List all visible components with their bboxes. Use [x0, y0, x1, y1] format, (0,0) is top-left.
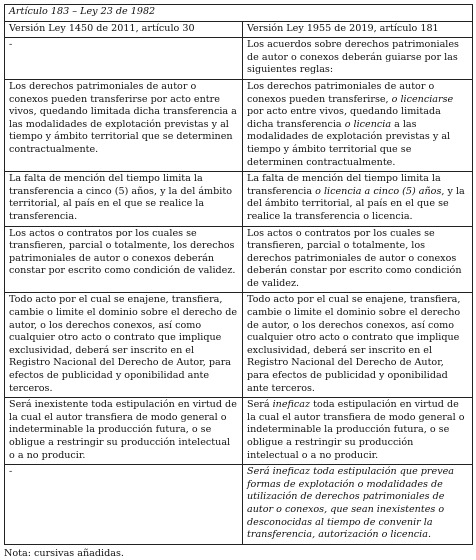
cell-left: La falta de mención del tiempo limita la transferencia a cinco (5) años, y la del ámbito territorial, al país en el que se realice la transferencia. — [5, 172, 243, 226]
table-row — [5, 79, 473, 171]
cell-right: Los acuerdos sobre derechos patrimoniales de autor o conexos deberán guiarse por las siguientes reglas: — [243, 38, 473, 80]
italic-added-text: ineficaz — [272, 399, 311, 411]
cell-right: Los actos o contratos por los cuales se transfieren, parcial o totalmente, los derechos patrimoniales de autor o conexos deberán constar por escrito como condición de validez. — [243, 226, 473, 293]
cell-left: Todo acto por el cual se enajene, transfiera, cambie o limite el dominio sobre el derecho de autor, o los derechos conexos, así como cualquier otro acto o contrato que implique exclusividad, deberá ser inscrito en el Registro Nacional del Derecho de Autor, para efectos de publicidad y oponibilidad ante terceros. — [5, 293, 243, 398]
cell-left: Los actos o contratos por los cuales se transfieren, parcial o totalmente, los derechos patrimoniales de autor o conexos deberán constar por escrito como condición de validez. — [5, 226, 243, 293]
table-row — [5, 172, 473, 226]
cell-right — [243, 465, 473, 545]
cell-left: - — [5, 465, 243, 545]
table-row — [5, 226, 473, 293]
italic-added-text: o licencia a cinco (5) años — [315, 185, 442, 197]
column-header-left: Versión Ley 1450 de 2011, artículo 30 — [5, 21, 243, 38]
cell-right: La falta de mención del tiempo limita la transferencia o licencia a cinco (5) años, y la del ámbito territorial, al país en el que se realice la transferencia o licencia. — [243, 172, 473, 226]
cell-left: Los derechos patrimoniales de autor o conexos pueden transferirse por acto entre vivos, quedando limitada dicha transferencia a las modalidades de explotación previstas y al tiempo y ámbito territorial que se determinen contractualmente. — [5, 79, 243, 171]
cell-right: Será ineficaz toda estipulación en virtud de la cual el autor transfiera de modo general o indeterminable la producción futura, o se obligue a restringir su producción intelectual o a no producir. — [243, 398, 473, 465]
italic-added-text: o licencia — [344, 118, 392, 130]
table-row — [5, 38, 473, 80]
cell-left: - — [5, 38, 243, 80]
cell-right: Los derechos patrimoniales de autor o conexos pueden transferirse, o licenciarse por acto entre vivos, quedando limitada dicha transferencia o licencia a las modalidades de explotación previstas y al tiempo y ámbito territorial que se determinen contractualmente. — [243, 79, 473, 171]
cell-right: Todo acto por el cual se enajene, transfiera, cambie o limite el dominio sobre el derecho de autor, o los derechos conexos, así como cualquier otro acto o contrato que implique exclusividad, deberá ser inscrito en el Registro Nacional del Derecho de Autor, para efectos de publicidad y oponibilidad ante terceros. — [243, 293, 473, 398]
table-title: Artículo 183 – Ley 23 de 1982 — [5, 5, 473, 22]
italic-added-text: o licenciarse — [391, 93, 454, 105]
table-note: Nota: cursivas añadidas. — [4, 547, 124, 559]
cell-left: Será inexistente toda estipulación en virtud de la cual el autor transfiera de modo general o indeterminable la producción futura, o se obligue a restringir su producción intelectual o a no producir. — [5, 398, 243, 465]
italic-added-text: Será ineficaz toda estipulación que prevea formas de explotación o modalidades de utilización de derechos patrimoniales de autor o conexos, que sean inexistentes o desconocidas al tiempo de convenir la transferencia, autorización o licencia. — [247, 466, 455, 541]
comparison-table — [4, 4, 473, 545]
table-row — [5, 293, 473, 398]
column-header-right: Versión Ley 1955 de 2019, artículo 181 — [243, 21, 473, 38]
table-row — [5, 465, 473, 545]
table-row — [5, 398, 473, 465]
